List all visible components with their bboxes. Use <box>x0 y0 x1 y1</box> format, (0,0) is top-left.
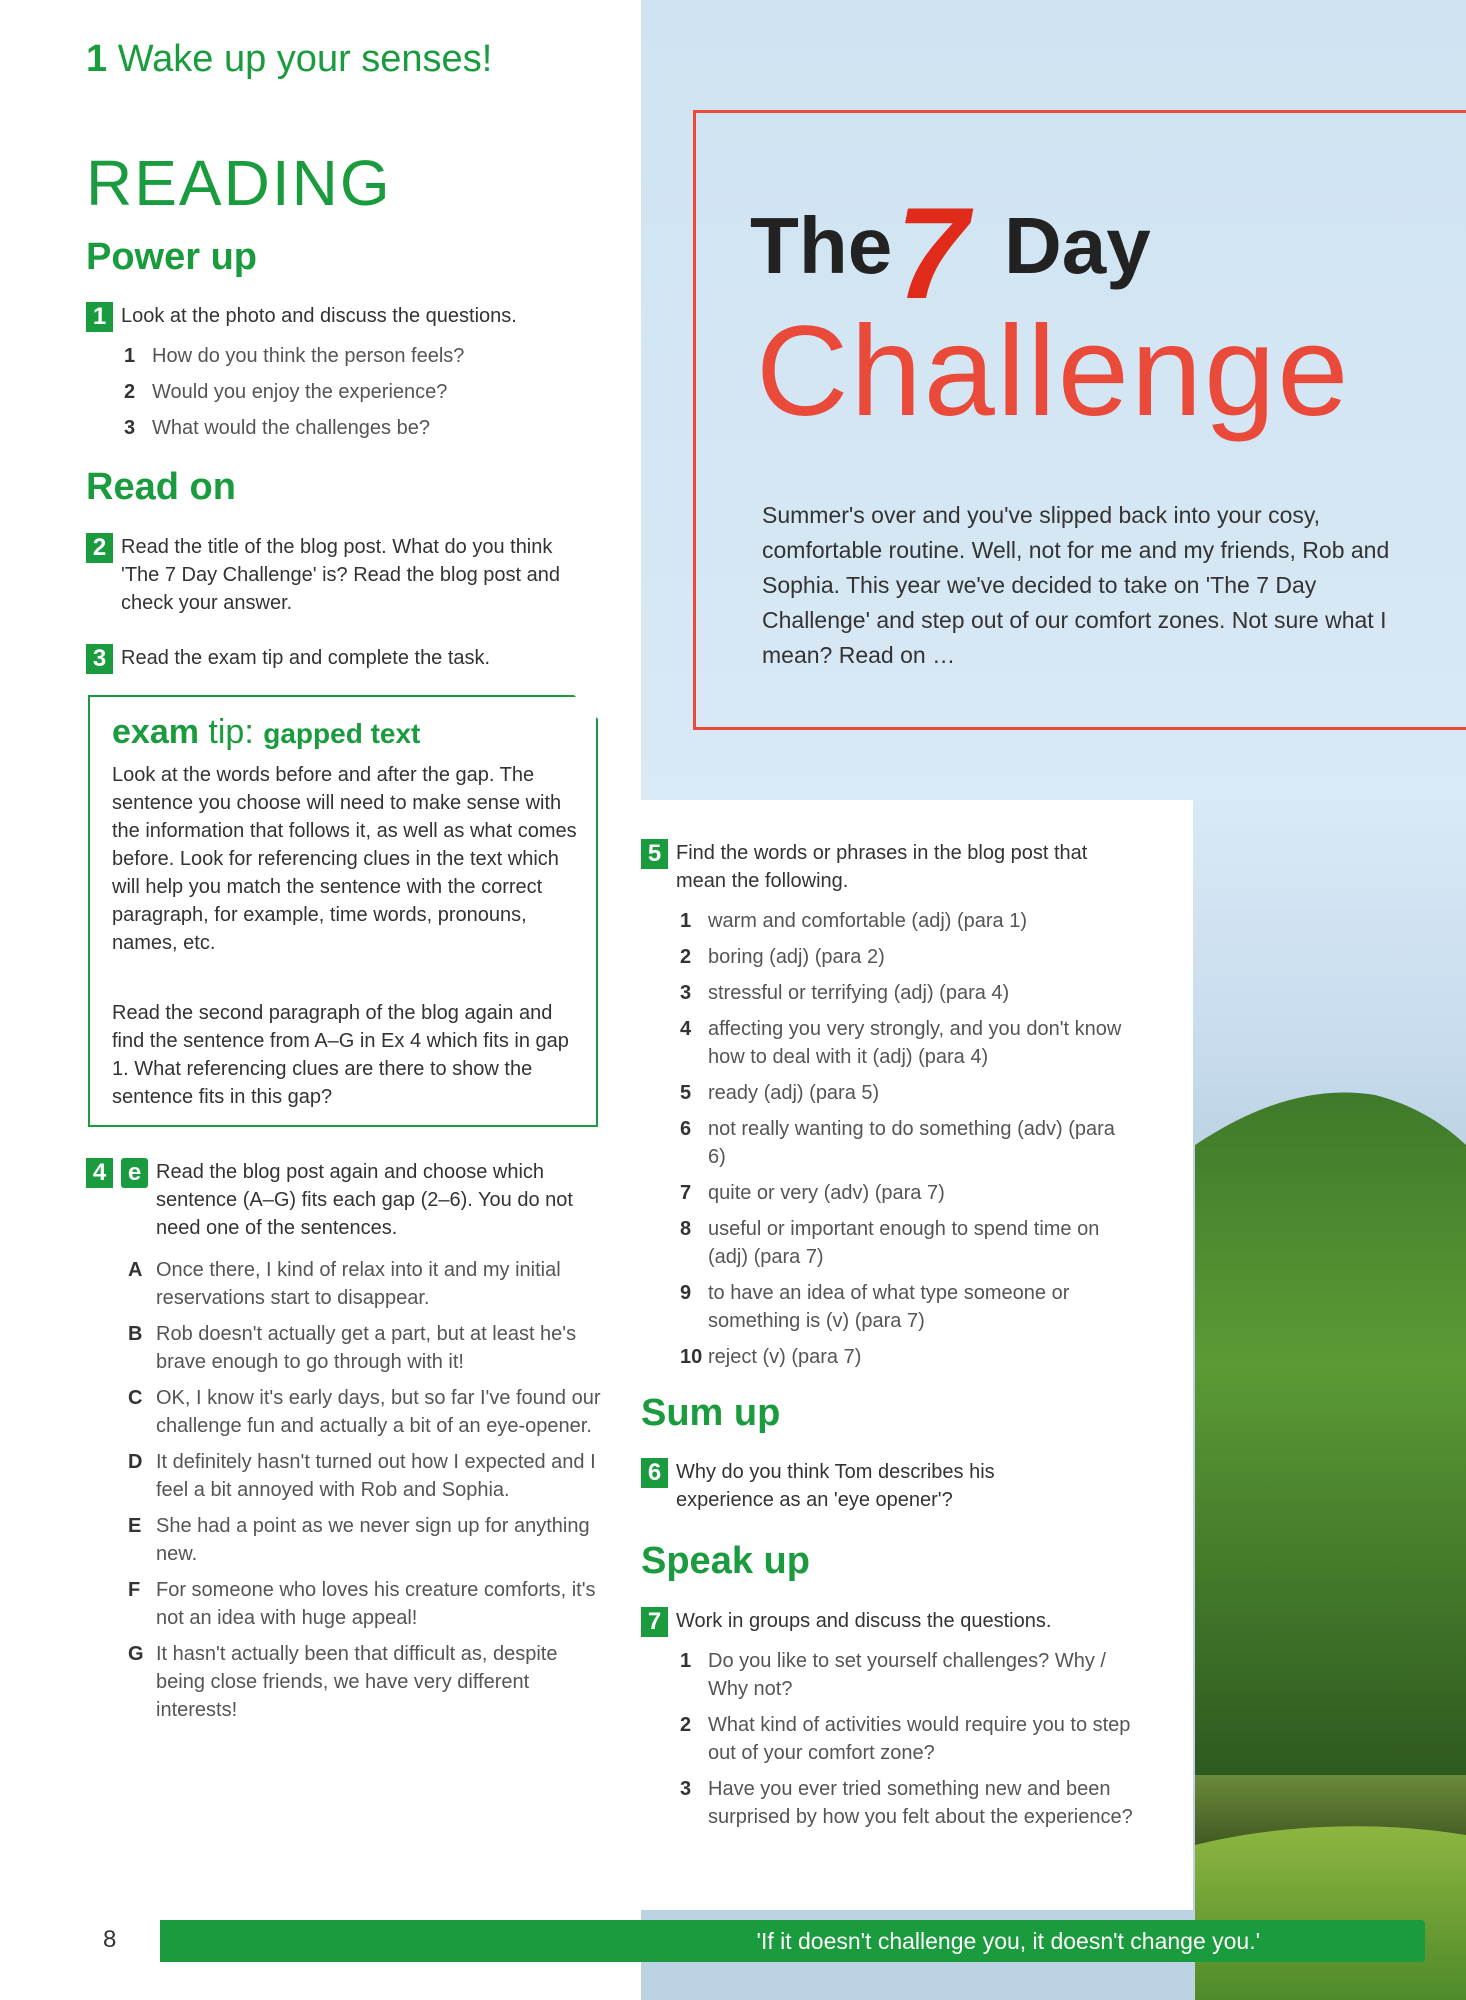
read-on-heading: Read on <box>86 466 236 508</box>
landscape-photo <box>1195 1085 1466 2000</box>
task-4: 4 e Read the blog post again and choose which sentence (A–G) fits each gap (2–6). You do not need one of the sentences. <box>86 1158 606 1242</box>
task-5-items <box>680 907 1130 1379</box>
list-item: A Once there, I kind of relax into it and my initial reservations start to disappear. <box>128 1259 561 1309</box>
list-item: 2 Would you enjoy the experience? <box>124 381 448 403</box>
footer-quote: 'If it doesn't challenge you, it doesn't change you.' <box>756 1928 1260 1954</box>
section-heading: READING <box>86 147 392 219</box>
list-item: 4 affecting you very strongly, and you don't know how to deal with it (adj) (para 4) <box>680 1018 1122 1068</box>
list-item: B Rob doesn't actually get a part, but at least he's brave enough to go through with it! <box>128 1323 577 1373</box>
blog-title-the: The <box>750 201 893 290</box>
task-7: 7 Work in groups and discuss the questions. <box>641 1607 1161 1637</box>
list-item: D It definitely hasn't turned out how I expected and I feel a bit annoyed with Rob and Sophia. <box>128 1451 596 1501</box>
power-up-heading: Power up <box>86 236 258 278</box>
list-item: F For someone who loves his creature comforts, it's not an idea with huge appeal! <box>128 1579 596 1629</box>
list-item: 6 not really wanting to do something (adv) (para 6) <box>680 1118 1115 1168</box>
exam-tip-box <box>88 695 598 1127</box>
list-item: 2 What kind of activities would require you to step out of your comfort zone? <box>680 1714 1131 1764</box>
page-number: 8 <box>103 1926 117 1953</box>
list-item: 9 to have an idea of what type someone or something is (v) (para 7) <box>680 1282 1070 1332</box>
exam-tip-task: Read the second paragraph of the blog again and find the sentence from A–G in Ex 4 which fits in gap 1. What referencing clues are there to show the sentence fits in this gap? <box>112 1002 569 1108</box>
power-up-questions <box>124 342 604 450</box>
list-item: 1 warm and comfortable (adj) (para 1) <box>680 910 1028 932</box>
task-3: 3 Read the exam tip and complete the task. <box>86 644 606 674</box>
list-item: 3 Have you ever tried something new and been surprised by how you felt about the experience? <box>680 1778 1133 1828</box>
list-item: 10 reject (v) (para 7) <box>680 1346 862 1368</box>
task-5: 5 Find the words or phrases in the blog post that mean the following. <box>641 839 1161 895</box>
list-item: 8 useful or important enough to spend time on (adj) (para 7) <box>680 1218 1100 1268</box>
blog-title-seven: 7 <box>896 180 969 326</box>
list-item: 5 ready (adj) (para 5) <box>680 1082 880 1104</box>
chapter-title: 1 Wake up your senses! <box>86 38 493 80</box>
sum-up-heading: Sum up <box>641 1392 781 1434</box>
speak-up-heading: Speak up <box>641 1540 810 1582</box>
list-item: 2 boring (adj) (para 2) <box>680 946 885 968</box>
list-item: 1 Do you like to set yourself challenges? Why / Why not? <box>680 1650 1106 1700</box>
list-item: 3 What would the challenges be? <box>124 417 430 439</box>
exam-icon: e <box>121 1158 148 1188</box>
exam-tip-title: exam tip: gapped text <box>112 713 421 751</box>
blog-intro: Summer's over and you've slipped back into your cosy, comfortable routine. Well, not for me and my friends, Rob and Sophia. This year we've decided to take on 'The 7 Day Challenge' and step out of our comfort zones. Not sure what I mean? Read on … <box>762 502 1390 668</box>
list-item: 1 How do you think the person feels? <box>124 345 465 367</box>
task-6: 6 Why do you think Tom describes his experience as an 'eye opener'? <box>641 1458 1161 1514</box>
exam-tip-text: Look at the words before and after the gap. The sentence you choose will need to make sense with the information that follows it, as well as what comes before. Look for referencing clues in the text which will help you match the sentence with the correct paragraph, for example, time words, pronouns, names, etc. <box>112 764 577 954</box>
blog-title-day: Day <box>1004 201 1151 290</box>
list-item: G It hasn't actually been that difficult as, despite being close friends, we have very different interests! <box>128 1643 558 1721</box>
list-item: C OK, I know it's early days, but so far I've found our challenge fun and actually a bit of an eye-opener. <box>128 1387 601 1437</box>
speak-up-questions <box>680 1647 1140 1839</box>
list-item: E She had a point as we never sign up for anything new. <box>128 1515 590 1565</box>
task-4-options <box>128 1256 608 1732</box>
task-1: 1 Look at the photo and discuss the questions. <box>86 302 606 332</box>
task-2: 2 Read the title of the blog post. What do you think 'The 7 Day Challenge' is? Read the blog post and check your answer. <box>86 533 606 617</box>
list-item: 7 quite or very (adv) (para 7) <box>680 1182 945 1204</box>
blog-title-challenge: Challenge <box>756 300 1351 443</box>
list-item: 3 stressful or terrifying (adj) (para 4) <box>680 982 1010 1004</box>
